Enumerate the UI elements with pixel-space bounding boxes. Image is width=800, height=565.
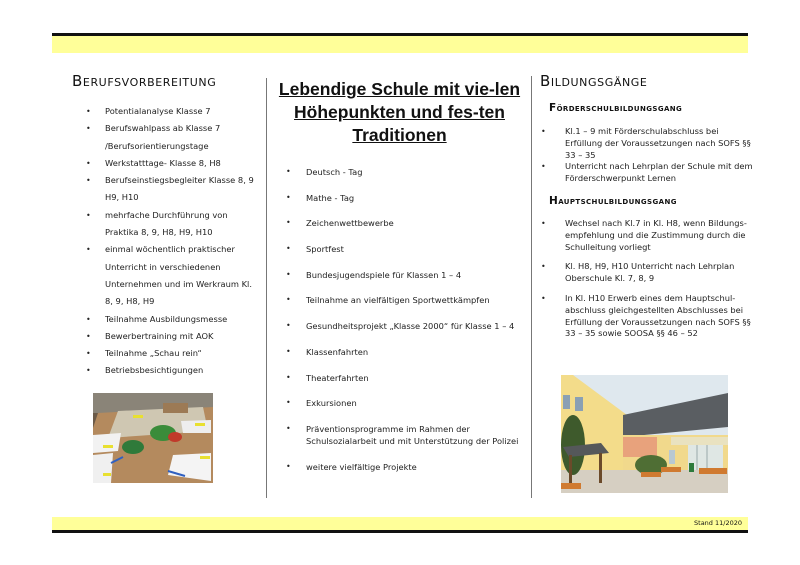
classroom-photo-image <box>93 393 213 483</box>
bullet-icon: • <box>86 366 91 376</box>
list-item: • einmal wöchentlich praktischer Unterricht in verschiedenen Unternehmen und im Werkraum Kl. 8, 9, H8, H9 <box>72 241 262 310</box>
list-item: • Wechsel nach Kl.7 in Kl. H8, wenn Bildungs-empfehlung und die Zustimmung durch die Schulleitung vorliegt <box>541 217 747 252</box>
list-item: • In Kl. H10 Erwerb eines dem Hauptschul-abschluss gleichgestellten Abschlusses bei Erfüllung der Voraussetzungen nach SOFS §§ 33 – 35 sowie SOOSA §§ 46 – 52 <box>541 292 751 339</box>
bullet-icon: • <box>286 321 291 331</box>
list-item: • Bewerbertraining mit AOK <box>72 328 262 345</box>
main-title: Lebendige Schule mit vie-len Höhepunkten und fes-ten Traditionen <box>278 79 521 145</box>
list-item: • Werkstatttage- Klasse 8, H8 <box>72 155 262 172</box>
column-divider-right <box>531 76 532 498</box>
stand-date: Stand 11/2020 <box>694 519 742 527</box>
list-item: • Zeichenwettbewerbe <box>286 218 394 229</box>
column-berufsvorbereitung <box>72 72 262 380</box>
list-item: • Berufseinstiegsbegleiter Klasse 8, 9 H9, H10 <box>72 172 262 207</box>
bullet-icon: • <box>286 167 291 176</box>
berufsvorbereitung-list <box>72 103 262 380</box>
bullet-icon: • <box>286 192 291 202</box>
bullet-icon: • <box>541 262 546 272</box>
list-item: • Deutsch - Tag <box>286 167 363 177</box>
list-item: • Kl.1 – 9 mit Förderschulabschluss bei Erfüllung der Voraussetzungen nach SOFS §§ 33 – 35 <box>541 126 751 160</box>
list-item: • Teilnahme „Schau rein“ <box>72 345 262 362</box>
list-item: • Präventionsprogramme im Rahmen der Schulsozialarbeit und mit Unterstützung der Polizei <box>286 423 519 446</box>
list-item: • Exkursionen <box>286 398 357 409</box>
list-item: • Unterricht nach Lehrplan der Schule mit dem Förderschwerpunkt Lernen <box>541 161 753 184</box>
bullet-icon: • <box>541 218 546 228</box>
list-item: • Bundesjugendspiele für Klassen 1 – 4 <box>286 269 462 280</box>
bullet-icon: • <box>541 293 546 303</box>
bullet-icon: • <box>286 461 291 471</box>
section-heading: Berufsvorbereitung <box>72 72 217 90</box>
list-item: • Sportfest <box>286 244 344 255</box>
school-building-photo <box>561 375 728 493</box>
bullet-icon: • <box>86 314 91 324</box>
list-item: • Kl. H8, H9, H10 Unterricht nach Lehrplan Oberschule Kl. 7, 8, 9 <box>541 261 735 284</box>
schulleben-list <box>272 166 527 473</box>
bullet-icon: • <box>86 158 91 168</box>
list-item: • Klassenfahrten <box>286 346 369 357</box>
list-item: • mehrfache Durchführung von Praktika 8, 9, H8, H9, H10 <box>72 207 262 242</box>
bullet-icon: • <box>286 295 291 305</box>
list-item: • Berufswahlpass ab Klasse 7 /Berufsorientierungstage <box>72 120 262 155</box>
bullet-icon: • <box>286 244 291 254</box>
bullet-icon: • <box>86 349 91 359</box>
bullet-icon: • <box>86 245 91 255</box>
bullet-icon: • <box>86 176 91 186</box>
list-item: • weitere vielfältige Projekte <box>286 461 417 472</box>
subsection-heading-foerderschule: Förderschulbildungsgang <box>549 102 683 114</box>
list-item: • Gesundheitsprojekt „Klasse 2000“ für Klasse 1 – 4 <box>286 321 515 332</box>
list-item: • Mathe - Tag <box>286 192 355 203</box>
hauptschule-list <box>540 218 755 340</box>
bullet-icon: • <box>541 162 546 172</box>
bullet-icon: • <box>286 218 291 228</box>
section-heading: Bildungsgänge <box>540 72 648 90</box>
school-building-photo-image <box>561 375 728 493</box>
list-item: • Betriebsbesichtigungen <box>72 362 262 379</box>
column-divider-left <box>266 78 267 498</box>
list-item: • Theaterfahrten <box>286 372 369 383</box>
top-band <box>52 36 748 53</box>
bullet-icon: • <box>286 346 291 356</box>
bullet-icon: • <box>286 398 291 408</box>
bottom-rule <box>52 530 748 533</box>
bullet-icon: • <box>286 372 291 382</box>
bullet-icon: • <box>86 124 91 134</box>
bullet-icon: • <box>541 127 546 136</box>
bullet-icon: • <box>86 331 91 341</box>
column-schulleben <box>272 78 527 486</box>
list-item: • Teilnahme an vielfältigen Sportwettkämpfen <box>286 295 490 306</box>
list-item: • Potentialanalyse Klasse 7 <box>72 103 262 120</box>
bullet-icon: • <box>86 107 91 116</box>
bullet-icon: • <box>86 210 91 220</box>
foerderschule-list <box>540 126 755 185</box>
bottom-band <box>52 517 748 530</box>
column-bildungsgaenge <box>540 72 755 340</box>
subsection-heading-hauptschule: Hauptschulbildungsgang <box>549 194 677 207</box>
bullet-icon: • <box>286 269 291 279</box>
bullet-icon: • <box>286 423 291 433</box>
list-item: • Teilnahme Ausbildungsmesse <box>72 311 262 328</box>
classroom-photo <box>93 393 213 483</box>
